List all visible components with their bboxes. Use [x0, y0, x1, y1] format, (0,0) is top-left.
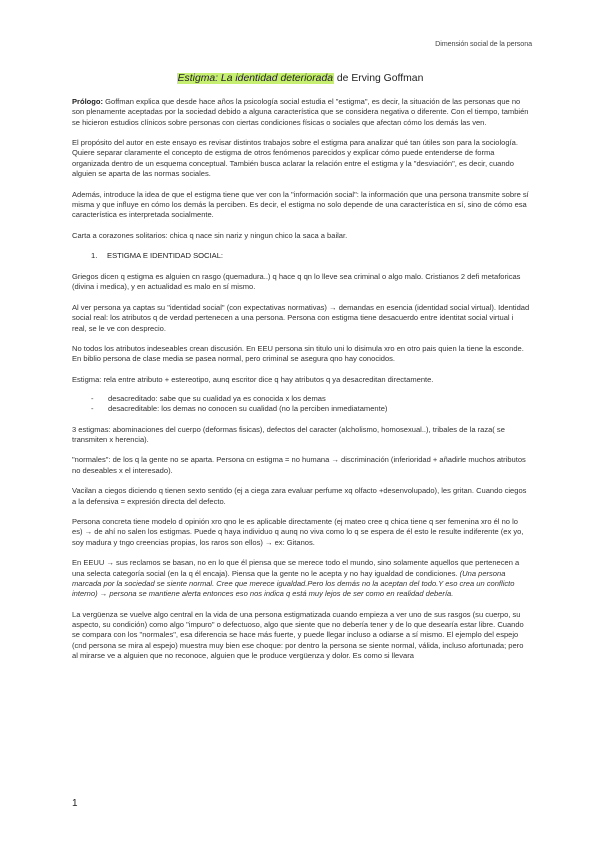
paragraph-three-stigmas: 3 estigmas: abominaciones del cuerpo (deformas fisicas), defectos del caracter (alcholismo, homosexual..), tribales de la raza( se transmiten x herencia).: [72, 424, 505, 444]
document-title: [0, 73, 600, 84]
intro-paragraph-letter: Carta a corazones solitarios: chica q nace sin nariz y ningun chico la saca a bailar.: [72, 230, 348, 240]
list-item-discredited: - desacreditado: sabe que su cualidad ya es conocida x los demas: [72, 394, 530, 404]
running-header: Dimensión social de la persona: [435, 39, 532, 48]
prologue-label: Prólogo:: [72, 97, 104, 106]
paragraph-greeks: Griegos dicen q estigma es alguien cn rasgo (quemadura..) q hace q qn lo lleve sea criminal o algo malo. Cristianos 2 defi metaforicas (divina i medica), y en actualidad es malo en sí mismo.: [72, 272, 521, 292]
paragraph-undesirable-attributes: No todos los atributos indeseables crean discusión. En EEU persona sin titulo uni lo disimula xro en otro pais quien la tiene la esconde. En biblio persona de clase media se pasea normal, pero criminal se asegura qno hay conocidos.: [72, 344, 524, 364]
definition-list: [72, 394, 530, 415]
paragraph-opinion-model: Persona concreta tiene modelo d opinión xro qno le es aplicable directamente (ej mateo cree q chica tiene q ser femenina xro él no lo es) → de ahí no salen los estigmas. Puede q haya individuo q aunq no viva como lo q se espera de él esto le resulte indiferente (ex yo, soy madura y tngo creencias propias, los raros son ellos) → ex: Gitanos.: [72, 517, 524, 547]
paragraph-social-identity: Al ver persona ya captas su "identidad social" (con expectativas normativas) → demandas en esencia (identidad social virtual). Identidad social real: los atributos q de verdad pertenecen a una persona. Persona con estigma tiene desacuerdo entre identitat social virtual i real, se le ve con desprecio.: [72, 302, 530, 333]
section-heading: [72, 251, 530, 261]
paragraph-stigma-definition: Estigma: rela entre atributo + estereotipo, aunq escritor dice q hay atributos q ya desacreditan directamente.: [72, 375, 434, 385]
page-number: 1: [72, 798, 78, 809]
intro-paragraph-social-info: Además, introduce la idea de que el estigma tiene que ver con la "información social": la información que una persona transmite sobre sí misma y que influye en cómo los demás la perciben. Es decir, el estigma no solo depende de una característica en sí, sino de cómo esa característica es interpretada socialmente.: [72, 189, 529, 220]
title-author: de Erving Goffman: [334, 73, 424, 84]
paragraph-eeuu: [72, 558, 530, 599]
prologue-text: Goffman explica que desde hace años la psicología social estudia el "estigma", es decir, la situación de las personas que no son plenamente aceptadas por la sociedad debido a alguna característica que se considera negativa o diferente. Con el tiempo, también se hicieron estudios clínicos sobre personas con ciertas condiciones físicas o sociales que afectan cómo los demás las ven.: [72, 97, 529, 127]
paragraph-normals: "normales": de los q la gente no se aparta. Persona cn estigma = no humana → discriminación (inferioridad + añadirle muchos atributos no deseables x el interesado).: [72, 455, 526, 475]
title-highlighted: Estigma: La identidad deteriorada: [177, 73, 334, 84]
intro-paragraph-purpose: El propósito del autor en este ensayo es revisar distintos trabajos sobre el estigma para analizar qué tan útiles son para la sociología. Quiere separar claramente el concepto de estigma de otros fenómenos parecidos y explicar cómo puede entenderse de forma organizada dentro de un esquema conceptual. También busca aclarar la relación entre el estigma y la "desviación", es decir, cuando alguien se aparta de las normas sociales.: [72, 138, 518, 179]
paragraph-shame: La vergüenza se vuelve algo central en la vida de una persona estigmatizada cuando empieza a ver uno de sus rasgos (su cuerpo, su aspecto, su condición) como algo "impuro" o defectuoso, algo que siente que no debería tener y de lo que desearía estar libre. Cuando se compara con los "normales", esa diferencia se hace más fuerte, y puede llegar incluso a odiarse a sí mismo. El ejemplo del espejo (cnd persona se mira al espejo) muestra muy bien ese choque: por dentro la persona se siente normal, válida, incluso afortunada; pero al mirarse ve a alguien que no reconoce, alguien que le produce vergüenza y dolor. Es como si llevara: [72, 609, 524, 661]
section-title-text: ESTIGMA E IDENTIDAD SOCIAL:: [107, 251, 224, 261]
section-number: 1.: [91, 251, 98, 261]
document-body: [72, 97, 530, 672]
eeuu-text: En EEUU → sus reclamos se basan, no en lo que él piensa que se merece todo el mundo, sino solamente aquellos que pertenecen a una selecta categoría social (en la q él encaja). Piensa que la gente no le acepta y no hay igualdad de condiciones.: [72, 558, 520, 578]
list-item-discreditable: - desacreditable: los demas no conocen su cualidad (no la perciben inmediatamente): [72, 404, 530, 414]
eeuu-italic-note: (Una persona marcada por la sociedad se siente normal. Cree que merece igualdad.Pero los demás no la aceptan del todo.Y eso crea un conflicto interno) → persona se mantiene alerta entonces eso nos indica q está muy lejos de ser como en realidad debería.: [72, 568, 515, 599]
prologue-paragraph: [72, 97, 530, 128]
paragraph-blind: Vacilan a ciegos diciendo q tienen sexto sentido (ej a ciega zara evaluar perfume xq olfacto +desenvolupado), les gritan. Cuando ciegos a la defensiva = expresión directa del defecto.: [72, 486, 527, 506]
